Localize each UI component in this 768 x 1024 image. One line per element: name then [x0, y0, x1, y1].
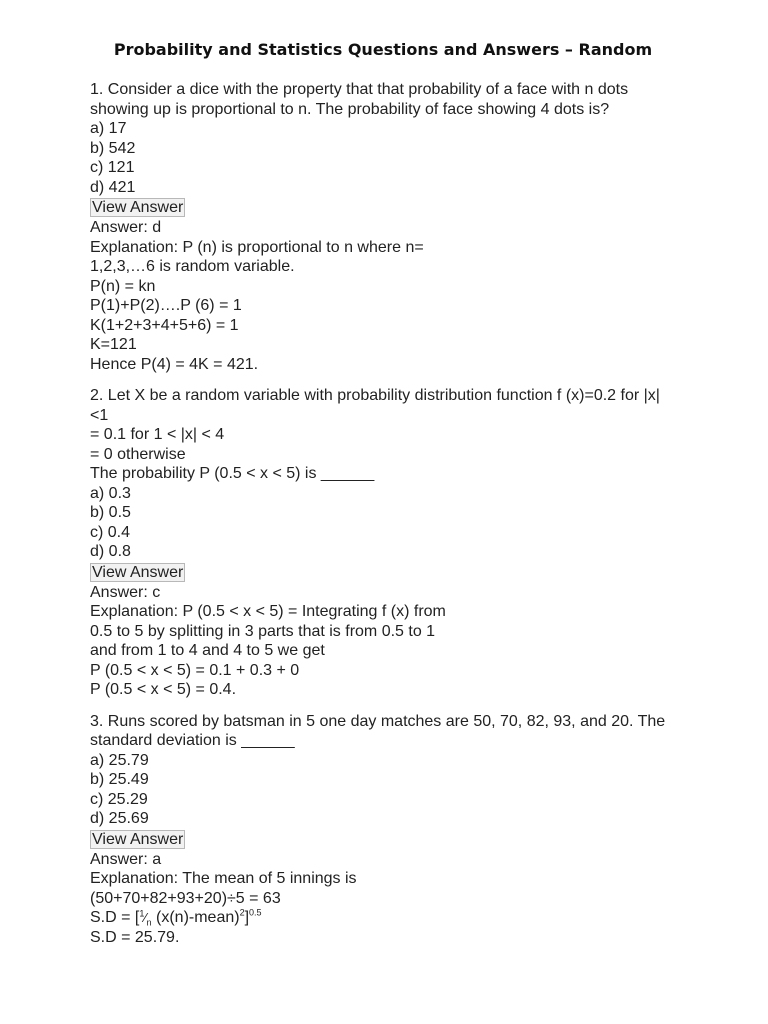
option-b: b) 25.49 — [90, 771, 149, 788]
explanation-line: P (0.5 < x < 5) = 0.1 + 0.3 + 0 — [90, 661, 300, 679]
view-answer-button[interactable]: View Answer — [92, 199, 184, 216]
sd-middle: (x(n)-mean) — [151, 909, 240, 926]
fraction-denominator: n — [146, 917, 152, 928]
question-text: 3. Runs scored by batsman in 5 one day matches are 50, 70, 82, 93, and 20. The standard deviation is ______ — [90, 712, 670, 749]
option-d: d) 421 — [90, 178, 136, 196]
option-d: d) 0.8 — [90, 543, 131, 560]
sd-formula — [90, 908, 690, 928]
option-c: c) 0.4 — [90, 523, 131, 541]
option-c: c) 25.29 — [90, 790, 148, 808]
explanation-line: P(1)+P(2)….P (6) = 1 — [90, 297, 242, 314]
question-text-line: = 0.1 for 1 < |x| < 4 — [90, 426, 225, 443]
sd-close: ] — [244, 909, 250, 926]
answer-text: Answer: c — [90, 583, 161, 601]
explanation-line: S.D = 25.79. — [90, 928, 180, 946]
option-a: a) 0.3 — [90, 484, 131, 502]
explanation-line: 1,2,3,…6 is random variable. — [90, 258, 295, 275]
explanation-line: Explanation: P (0.5 < x < 5) = Integrating f (x) from — [90, 603, 446, 620]
explanation-line: P(n) = kn — [90, 277, 156, 295]
option-b: b) 0.5 — [90, 504, 131, 521]
view-answer-button[interactable]: View Answer — [92, 830, 184, 848]
square-exponent: 2 — [239, 907, 245, 918]
question-text-line: = 0 otherwise — [90, 445, 186, 463]
option-d: d) 25.69 — [90, 810, 149, 827]
option-b: b) 542 — [90, 139, 136, 157]
question-text: 1. Consider a dice with the property that that probability of a face with n dots showing up is proportional to n. The probability of face showing 4 dots is? — [90, 81, 633, 118]
question-text: 2. Let X be a random variable with probability distribution function f (x)=0.2 for |x| <1 — [90, 387, 665, 424]
power-exponent: 0.5 — [249, 907, 262, 918]
answer-text: Answer: d — [90, 219, 162, 236]
explanation-line: Hence P(4) = 4K = 421. — [90, 355, 259, 373]
explanation-line: and from 1 to 4 and 4 to 5 we get — [90, 642, 325, 659]
explanation-line: (50+70+82+93+20)÷5 = 63 — [90, 889, 281, 907]
explanation-line: Explanation: The mean of 5 innings is — [90, 870, 357, 887]
explanation-line: Explanation: P (n) is proportional to n where n= — [90, 238, 424, 256]
option-a: a) 17 — [90, 120, 127, 137]
document-page — [90, 38, 690, 959]
option-a: a) 25.79 — [90, 751, 149, 769]
explanation-line: K(1+2+3+4+5+6) = 1 — [90, 316, 239, 334]
fraction: $^1⁄_n$ — [139, 908, 152, 928]
question-text-line: The probability P (0.5 < x < 5) is ______ — [90, 465, 375, 482]
page-title: Probability and Statistics Questions and Answers – Random — [113, 40, 653, 59]
sd-prefix: S.D = [ — [90, 909, 140, 926]
question-2 — [90, 386, 690, 700]
fraction-numerator: 1 — [139, 908, 145, 919]
view-answer-button[interactable]: View Answer — [92, 563, 184, 581]
explanation-line: 0.5 to 5 by splitting in 3 parts that is from 0.5 to 1 — [90, 622, 436, 640]
explanation-line: P (0.5 < x < 5) = 0.4. — [90, 681, 237, 698]
explanation-line: K=121 — [90, 336, 137, 353]
question-3 — [90, 712, 690, 948]
answer-text: Answer: a — [90, 850, 162, 868]
option-c: c) 121 — [90, 159, 135, 176]
question-1 — [90, 80, 690, 374]
